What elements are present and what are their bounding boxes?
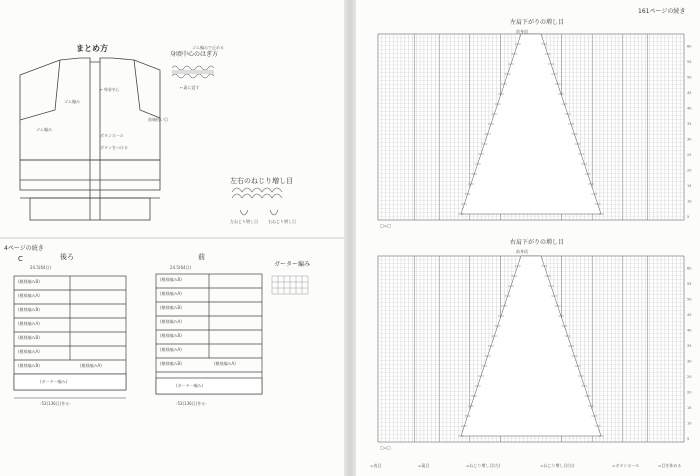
symbol-legend xyxy=(370,462,700,472)
row-number: 40 xyxy=(687,328,692,333)
front-row-5: (模様編みB) xyxy=(160,333,182,338)
front-hem: (ガーター編み) xyxy=(176,383,204,388)
twist-right-caption: 右ねじり増し目 xyxy=(268,219,296,224)
chart-bottom-grid xyxy=(378,256,691,442)
start-mark-bottom: □=□ xyxy=(380,445,391,450)
binding-method-title: 身頃中心のはぎ方 xyxy=(170,51,219,58)
binding-note-bottom: ←裏に返す xyxy=(180,85,200,90)
book-gutter xyxy=(344,0,356,476)
row-number: 35 xyxy=(687,122,692,126)
right-page xyxy=(356,0,700,476)
row-number: 15 xyxy=(687,406,692,410)
binding-note-top: ゴム編みで止める xyxy=(192,45,224,50)
front-row-8: (模様編みA) xyxy=(214,361,236,366)
legend-item-4: =ねじり増し目(右) xyxy=(540,463,575,468)
legend-item-3: =ねじり増し目(左) xyxy=(466,463,501,468)
left-page xyxy=(0,0,344,476)
back-row-6: (模様編みA) xyxy=(18,349,40,354)
twist-title: 左右のねじり増し目 xyxy=(230,177,293,185)
row-number: 45 xyxy=(687,91,692,95)
row-number: 30 xyxy=(687,137,692,142)
row-number: 15 xyxy=(687,184,692,188)
legend-item-6: =目を休める xyxy=(658,463,682,468)
row-number: 5 xyxy=(687,215,690,219)
twist-left-caption: 左ねじり増し目 xyxy=(230,219,258,224)
front-row-3: (模様編みB) xyxy=(160,305,182,310)
back-row-7: (模様編みB) xyxy=(18,363,40,368)
front-title: 前 xyxy=(198,253,205,261)
binding-method-diagram xyxy=(172,66,214,78)
row-number: 45 xyxy=(687,313,692,317)
front-row-7: (模様編みB) xyxy=(160,361,182,366)
garter-chart xyxy=(272,276,308,294)
row-number: 55 xyxy=(687,282,692,286)
row-number: 10 xyxy=(687,199,692,204)
front-row-1: (模様編みB) xyxy=(160,277,182,282)
finish-note-2: ゴム編み xyxy=(64,99,80,104)
garter-label: ガーター編み xyxy=(274,261,311,268)
diagram-letter: C xyxy=(18,255,23,263)
row-number: 60 xyxy=(687,266,692,271)
legend-item-1: =表目 xyxy=(370,463,382,468)
row-number: 25 xyxy=(687,153,692,157)
chart-bottom-title: 右肩下がりの増し目 xyxy=(510,239,565,246)
back-bottom: -52(136目)作る- xyxy=(40,401,71,406)
front-bottom: -52(136目)作る- xyxy=(176,401,207,406)
legend-item-2: =裏目 xyxy=(418,463,430,468)
finish-note-5: ボタンホール xyxy=(100,133,124,138)
row-number: 5 xyxy=(687,437,690,441)
start-mark-top: □=□ xyxy=(380,223,391,228)
continued-label: 4ページの続き xyxy=(4,245,44,252)
back-row-5: (模様編みB) xyxy=(18,335,40,340)
row-number: 20 xyxy=(687,168,692,173)
row-number: 60 xyxy=(687,44,692,49)
center-label-bottom: 前身頃 xyxy=(516,249,528,254)
back-row-8: (模様編みA) xyxy=(80,363,102,368)
back-row-4: (模様編みA) xyxy=(18,321,40,326)
front-width: 24.5(64目) xyxy=(170,265,192,270)
back-title: 後ろ xyxy=(60,253,74,261)
front-row-4: (模様編みA) xyxy=(160,319,182,324)
front-row-6: (模様編みA) xyxy=(160,347,182,352)
finish-note-3: 前端拾い目 xyxy=(148,117,168,122)
chart-top-grid xyxy=(378,34,691,220)
row-number: 50 xyxy=(687,297,692,302)
back-row-3: (模様編みB) xyxy=(18,307,40,312)
twist-increase-diagram xyxy=(232,188,282,215)
legend-item-5: =ボタンホール xyxy=(612,463,640,468)
row-number: 50 xyxy=(687,75,692,80)
front-row-2: (模様編みA) xyxy=(160,291,182,296)
finish-note-1: ←身頃中心 xyxy=(100,87,120,92)
finish-drawing xyxy=(20,58,160,220)
row-number: 30 xyxy=(687,359,692,364)
row-number: 55 xyxy=(687,60,692,64)
chart-top-title: 左肩下がりの増し目 xyxy=(510,19,565,26)
center-label-top: 前身頃 xyxy=(516,29,528,34)
back-row-2: (模様編みA) xyxy=(18,293,40,298)
finish-note-4: ゴム編み xyxy=(36,127,52,132)
finish-title: まとめ方 xyxy=(76,44,108,53)
row-number: 35 xyxy=(687,344,692,348)
row-number: 10 xyxy=(687,421,692,426)
back-width: 24.5(64目) xyxy=(30,265,52,270)
back-row-1: (模様編みB) xyxy=(18,279,40,284)
finish-note-6: ボタンをつける xyxy=(100,145,128,150)
page-header: 161ページの続き xyxy=(638,8,686,15)
row-number: 25 xyxy=(687,375,692,379)
stitch-charts xyxy=(356,0,700,476)
back-hem: (ガーター編み) xyxy=(40,379,68,384)
row-number: 40 xyxy=(687,106,692,111)
row-number: 20 xyxy=(687,390,692,395)
